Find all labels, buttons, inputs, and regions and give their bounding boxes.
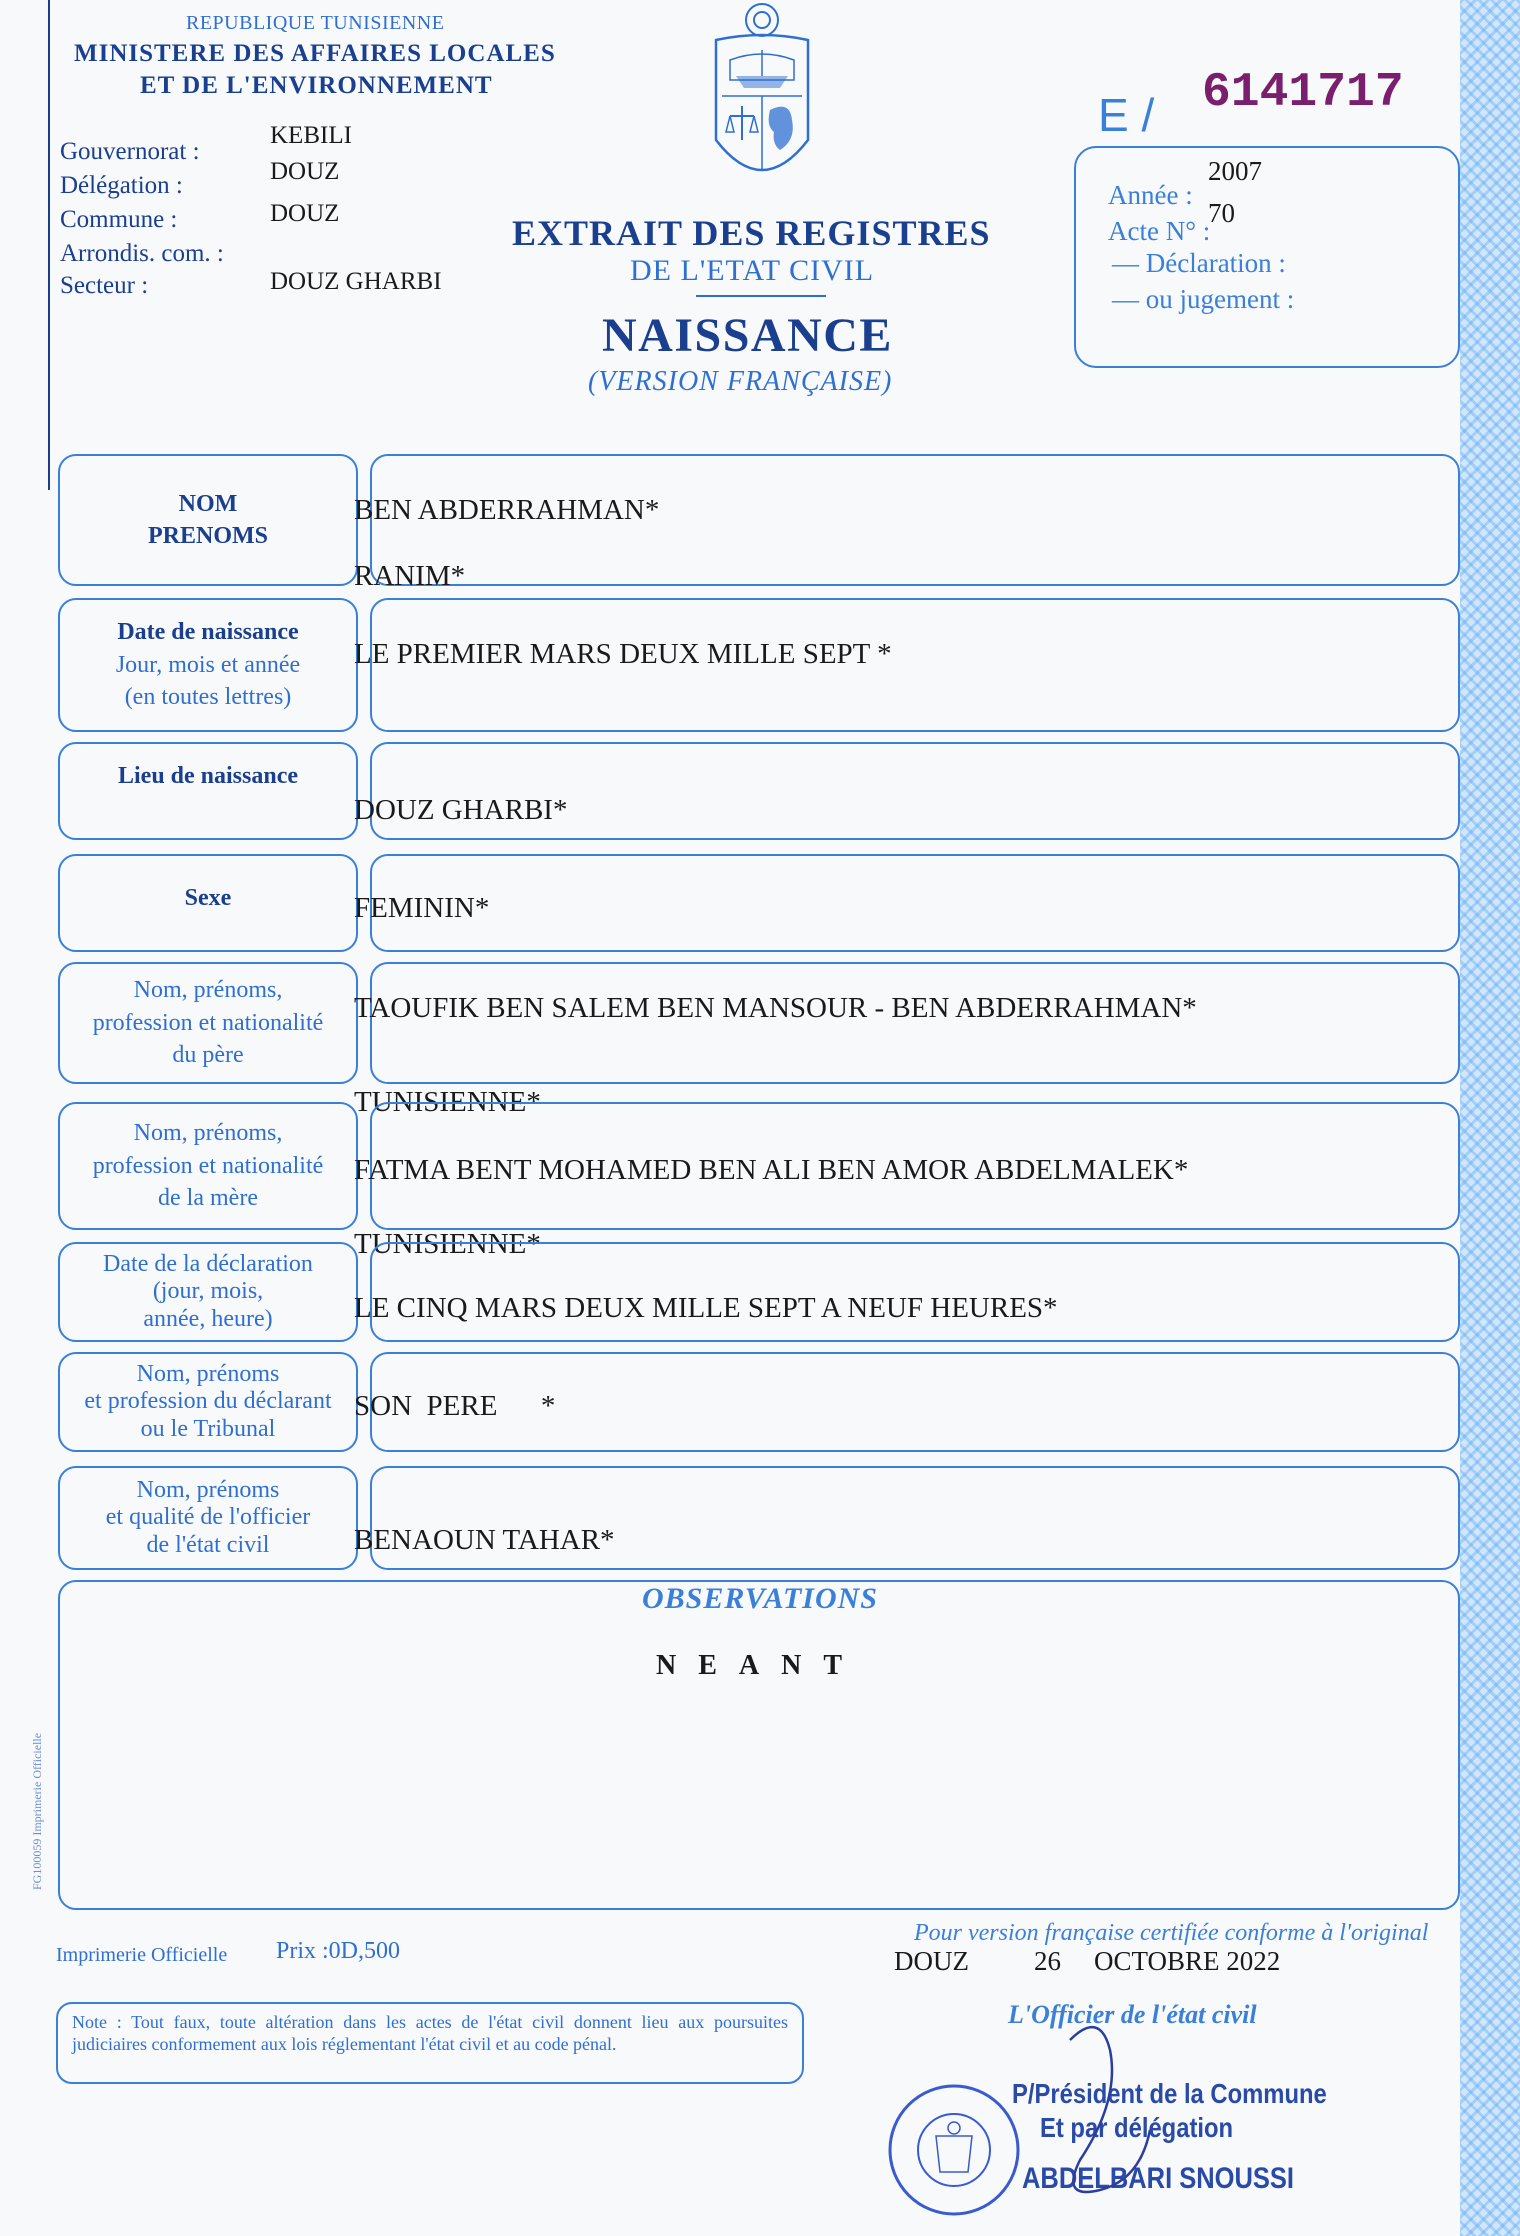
arrondis-label: Arrondis. com. : (60, 240, 224, 267)
ministry-line1: MINISTERE DES AFFAIRES LOCALES (74, 40, 556, 67)
prix-label: Prix :0D,500 (276, 1938, 401, 1964)
officier-label2: et qualité de l'officier (105, 1504, 311, 1531)
sexe-label-box (58, 854, 358, 952)
republic-label: REPUBLIQUE TUNISIENNE (186, 12, 445, 34)
annee-label: Année : (1108, 180, 1193, 210)
delegation-label: Délégation : (60, 172, 183, 199)
dob-sublabel2: (en toutes lettres) (124, 684, 292, 711)
declarant-label-box (58, 1352, 358, 1452)
mere-nationality: TUNISIENNE* (354, 1228, 541, 1260)
coat-of-arms-emblem (696, 0, 826, 196)
month-year-value: OCTOBRE 2022 (1094, 1946, 1281, 1976)
gouvernorat-label: Gouvernorat : (60, 138, 200, 165)
left-margin-rule (48, 0, 50, 490)
mere-label2: profession et nationalité (92, 1152, 324, 1179)
sexe-value: FEMININ* (354, 892, 490, 924)
official-round-stamp (884, 2080, 1024, 2220)
title-naissance: NAISSANCE (602, 309, 893, 362)
sexe-label: Sexe (184, 884, 232, 911)
acte-value: 70 (1208, 198, 1235, 228)
acte-label: Acte N° : (1108, 216, 1211, 246)
certification-text: Pour version française certifiée conforme à l'original (914, 1920, 1429, 1946)
serial-number: 6141717 (1202, 66, 1404, 120)
stamp-line2: Et par délégation (1040, 2112, 1234, 2143)
dob-label-box (58, 598, 358, 732)
observations-box (58, 1580, 1460, 1910)
handwritten-signature (1040, 2010, 1160, 2210)
nom-value: BEN ABDERRAHMAN* (354, 494, 660, 526)
gouvernorat-value: KEBILI (270, 122, 352, 149)
security-border-pattern (1460, 0, 1520, 2236)
officier-value: BENAOUN TAHAR* (354, 1524, 615, 1556)
decl-label2: (jour, mois, (152, 1278, 264, 1305)
dob-label: Date de naissance (117, 619, 299, 646)
officier-label1: Nom, prénoms (136, 1476, 280, 1503)
lieu-label-box (58, 742, 358, 840)
prenoms-label: PRENOMS (148, 523, 268, 549)
secteur-value: DOUZ GHARBI (270, 268, 442, 295)
declarant-label3: ou le Tribunal (140, 1415, 276, 1442)
title-version: (VERSION FRANÇAISE) (588, 366, 893, 397)
title-extrait: EXTRAIT DES REGISTRES (512, 213, 991, 253)
mere-value: FATMA BENT MOHAMED BEN ALI BEN AMOR ABDELMALEK* (354, 1154, 1189, 1186)
mere-label3: de la mère (158, 1185, 258, 1212)
dob-value: LE PREMIER MARS DEUX MILLE SEPT * (354, 638, 892, 670)
observations-value: NEANT (655, 1650, 864, 1681)
secteur-label: Secteur : (60, 272, 149, 299)
nom-prenoms-label-box (58, 454, 358, 586)
stamp-name: ABDELBARI SNOUSSI (1022, 2162, 1295, 2195)
declarant-label1: Nom, prénoms (136, 1360, 280, 1387)
ministry-line2: ET DE L'ENVIRONNEMENT (140, 72, 493, 99)
stamp-line1: P/Président de la Commune (1012, 2078, 1327, 2109)
declaration-label: — Déclaration : (1112, 248, 1286, 278)
commune-value: DOUZ (270, 200, 340, 227)
decl-label1: Date de la déclaration (103, 1250, 313, 1277)
decl-value: LE CINQ MARS DEUX MILLE SEPT A NEUF HEURES* (354, 1292, 1058, 1324)
pere-label3: du père (172, 1042, 244, 1069)
officier-label3: de l'état civil (146, 1531, 270, 1558)
legal-note: Note : Tout faux, toute altération dans les actes de l'état civil donnent lieu aux poursuites judiciaires conformement aux lois réglementant l'état civil et au code pénal. (56, 2002, 804, 2084)
nom-label: NOM (178, 490, 238, 517)
lieu-value: DOUZ GHARBI* (354, 794, 568, 826)
title-etat-civil: DE L'ETAT CIVIL (630, 254, 875, 287)
prenoms-value: RANIM* (354, 560, 466, 592)
commune-label: Commune : (60, 206, 178, 233)
officier-title: L'Officier de l'état civil (1008, 2000, 1257, 2029)
annee-value: 2007 (1208, 156, 1262, 186)
sexe-value-box (370, 854, 1460, 952)
decl-label-box (58, 1242, 358, 1342)
officier-label-box (58, 1466, 358, 1570)
pere-label1: Nom, prénoms, (133, 977, 283, 1004)
mere-label1: Nom, prénoms, (133, 1120, 283, 1147)
decl-label3: année, heure) (143, 1305, 273, 1332)
declarant-label2: et profession du déclarant (84, 1388, 332, 1415)
title-underline (696, 295, 826, 297)
side-print-code: FG100059 Imprimerie Officielle (30, 1732, 44, 1890)
lieu-label: Lieu de naissance (117, 762, 299, 789)
observations-title: OBSERVATIONS (642, 1582, 878, 1615)
jugement-label: — ou jugement : (1112, 284, 1295, 314)
dob-sublabel1: Jour, mois et année (115, 651, 301, 678)
pere-nationality: TUNISIENNE* (354, 1086, 541, 1118)
mere-label-box (58, 1102, 358, 1230)
imprimerie-label: Imprimerie Officielle (56, 1944, 228, 1966)
pere-value: TAOUFIK BEN SALEM BEN MANSOUR - BEN ABDERRAHMAN* (354, 992, 1197, 1024)
day-value: 26 (1034, 1946, 1061, 1976)
pere-label-box (58, 962, 358, 1084)
delegation-value: DOUZ (270, 158, 340, 185)
pere-label2: profession et nationalité (92, 1009, 324, 1036)
declarant-value: SON PERE * (354, 1390, 556, 1422)
place-value: DOUZ (894, 1946, 969, 1976)
serial-prefix: E / (1098, 89, 1155, 141)
